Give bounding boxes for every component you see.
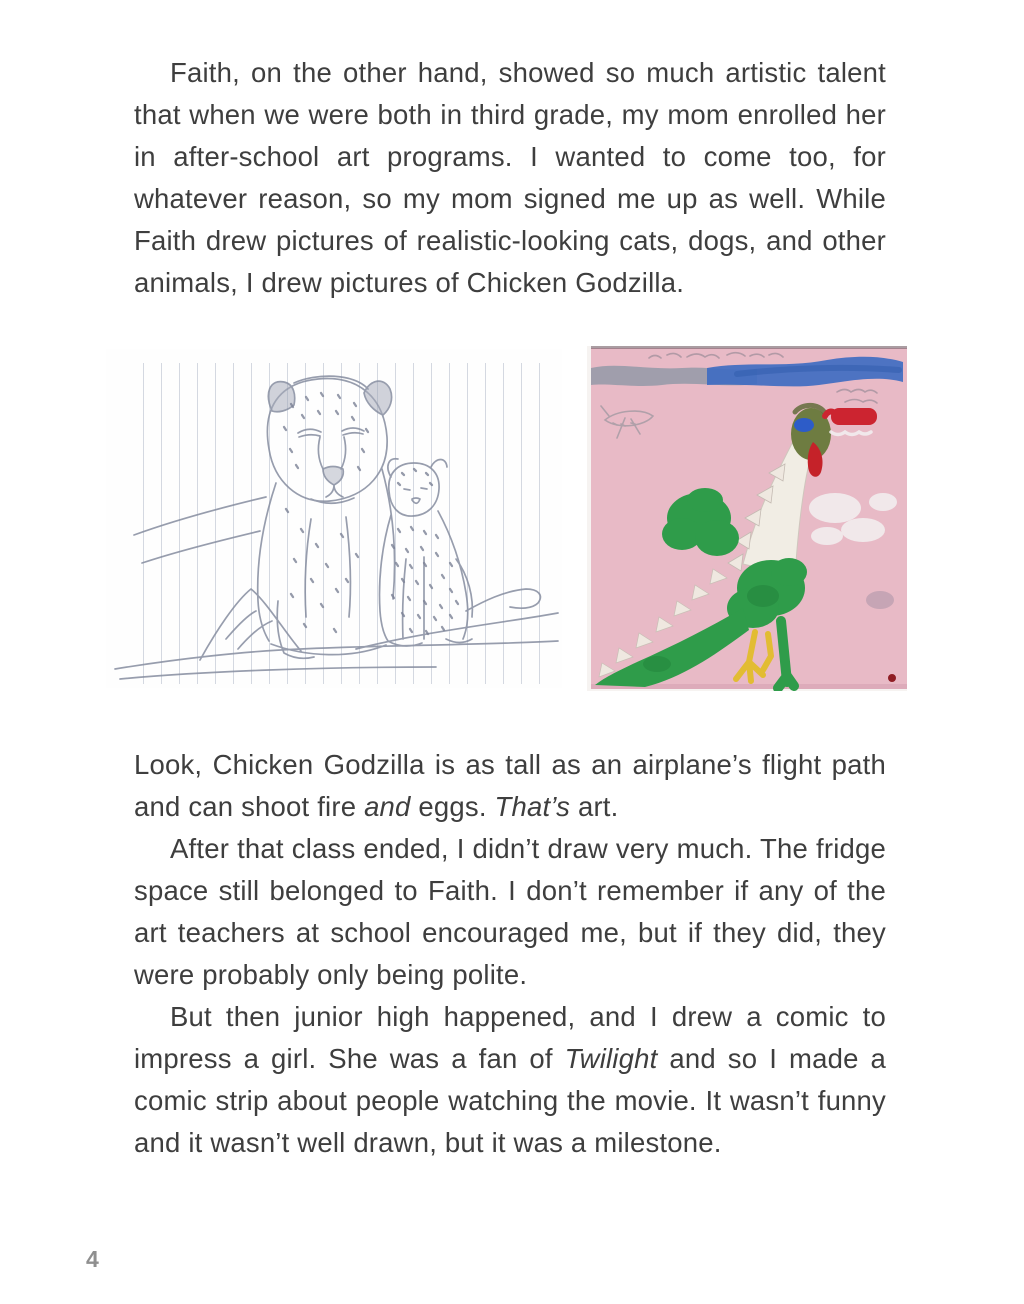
cheetah-sketch-figure [106, 349, 562, 688]
chicken-godzilla-painting [587, 346, 907, 691]
chicken-godzilla-painting-figure [587, 346, 907, 691]
text-run: art. [570, 791, 619, 822]
body-text-bottom [134, 744, 886, 1164]
paragraph [134, 52, 886, 304]
body-text-top [134, 52, 886, 304]
italic-text-run: That’s [494, 791, 571, 822]
text-run: But then junior high happened, and I drew a comic to impress a girl. She was a fan of [134, 1001, 886, 1074]
page-number: 4 [86, 1246, 99, 1272]
italic-text-run: Twilight [564, 1043, 658, 1074]
text-run: and so I made a comic strip about people watching the movie. It wasn’t funny and it wasn’t well drawn, but it was a milestone. [134, 1043, 886, 1158]
text-run: After that class ended, I didn’t draw very much. The fridge space still belonged to Faith. I don’t remember if any of the art teachers at school encouraged me, but if they did, they were probably only being polite. [134, 833, 886, 990]
italic-text-run: and [364, 791, 411, 822]
paragraph [134, 996, 886, 1164]
paragraph [134, 828, 886, 996]
text-run: eggs. [410, 791, 495, 822]
text-run: Faith, on the other hand, showed so much artistic talent that when we were both in third grade, my mom enrolled her in after-school art programs. I wanted to come too, for whatever reason, so my mom signed me up as well. While Faith drew pictures of realistic-looking cats, dogs, and other animals, I drew pictures of Chicken Godzilla. [134, 57, 886, 298]
text-run: Look, Chicken Godzilla is as tall as an airplane’s flight path and can shoot fire [134, 749, 886, 822]
cheetah-sketch-drawing [106, 349, 562, 688]
paragraph [134, 744, 886, 828]
